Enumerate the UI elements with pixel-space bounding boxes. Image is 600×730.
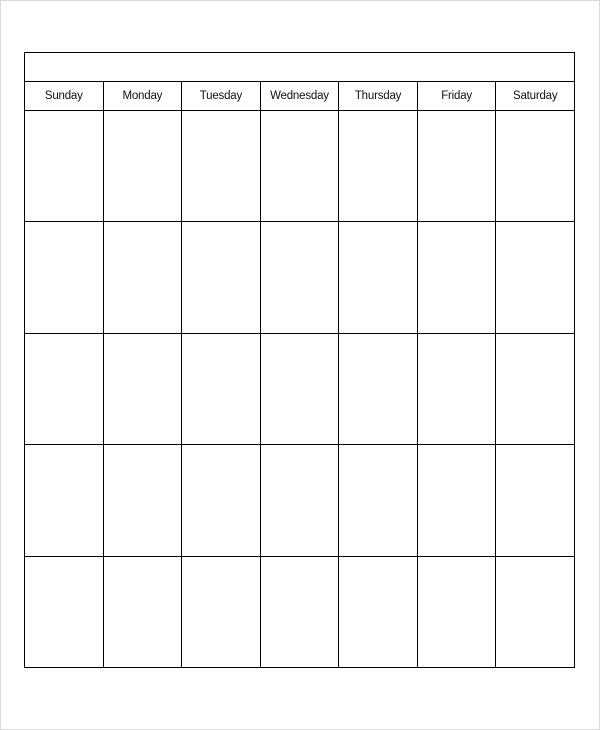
day-cell[interactable] bbox=[182, 333, 261, 444]
week-row bbox=[25, 111, 575, 222]
day-cell[interactable] bbox=[339, 445, 418, 556]
week-row bbox=[25, 556, 575, 667]
weekday-header-saturday: Saturday bbox=[496, 82, 575, 111]
weekday-header-friday: Friday bbox=[417, 82, 496, 111]
day-cell[interactable] bbox=[339, 222, 418, 333]
day-cell[interactable] bbox=[260, 333, 339, 444]
day-cell[interactable] bbox=[339, 111, 418, 222]
day-cell[interactable] bbox=[417, 222, 496, 333]
day-cell[interactable] bbox=[339, 333, 418, 444]
weekday-header-thursday: Thursday bbox=[339, 82, 418, 111]
day-cell[interactable] bbox=[496, 445, 575, 556]
day-cell[interactable] bbox=[339, 556, 418, 667]
day-cell[interactable] bbox=[417, 333, 496, 444]
day-cell[interactable] bbox=[496, 333, 575, 444]
day-cell[interactable] bbox=[25, 556, 104, 667]
day-cell[interactable] bbox=[103, 222, 182, 333]
day-cell[interactable] bbox=[260, 222, 339, 333]
calendar-grid bbox=[24, 81, 575, 668]
week-row bbox=[25, 333, 575, 444]
day-cell[interactable] bbox=[417, 556, 496, 667]
week-row bbox=[25, 222, 575, 333]
day-cell[interactable] bbox=[260, 111, 339, 222]
weekday-header-monday: Monday bbox=[103, 82, 182, 111]
weekday-header-wednesday: Wednesday bbox=[260, 82, 339, 111]
day-cell[interactable] bbox=[260, 445, 339, 556]
day-cell[interactable] bbox=[25, 222, 104, 333]
day-cell[interactable] bbox=[103, 333, 182, 444]
day-cell[interactable] bbox=[496, 222, 575, 333]
day-cell[interactable] bbox=[182, 556, 261, 667]
day-cell[interactable] bbox=[260, 556, 339, 667]
day-cell[interactable] bbox=[417, 111, 496, 222]
day-cell[interactable] bbox=[182, 222, 261, 333]
weekday-header-row bbox=[25, 82, 575, 111]
day-cell[interactable] bbox=[103, 111, 182, 222]
day-cell[interactable] bbox=[496, 111, 575, 222]
month-title-bar bbox=[24, 52, 575, 81]
day-cell[interactable] bbox=[25, 445, 104, 556]
weekday-header-tuesday: Tuesday bbox=[182, 82, 261, 111]
week-row bbox=[25, 445, 575, 556]
day-cell[interactable] bbox=[182, 111, 261, 222]
day-cell[interactable] bbox=[417, 445, 496, 556]
day-cell[interactable] bbox=[25, 333, 104, 444]
weekday-header-sunday: Sunday bbox=[25, 82, 104, 111]
day-cell[interactable] bbox=[103, 445, 182, 556]
day-cell[interactable] bbox=[103, 556, 182, 667]
day-cell[interactable] bbox=[25, 111, 104, 222]
day-cell[interactable] bbox=[496, 556, 575, 667]
monthly-calendar bbox=[24, 52, 575, 668]
day-cell[interactable] bbox=[182, 445, 261, 556]
